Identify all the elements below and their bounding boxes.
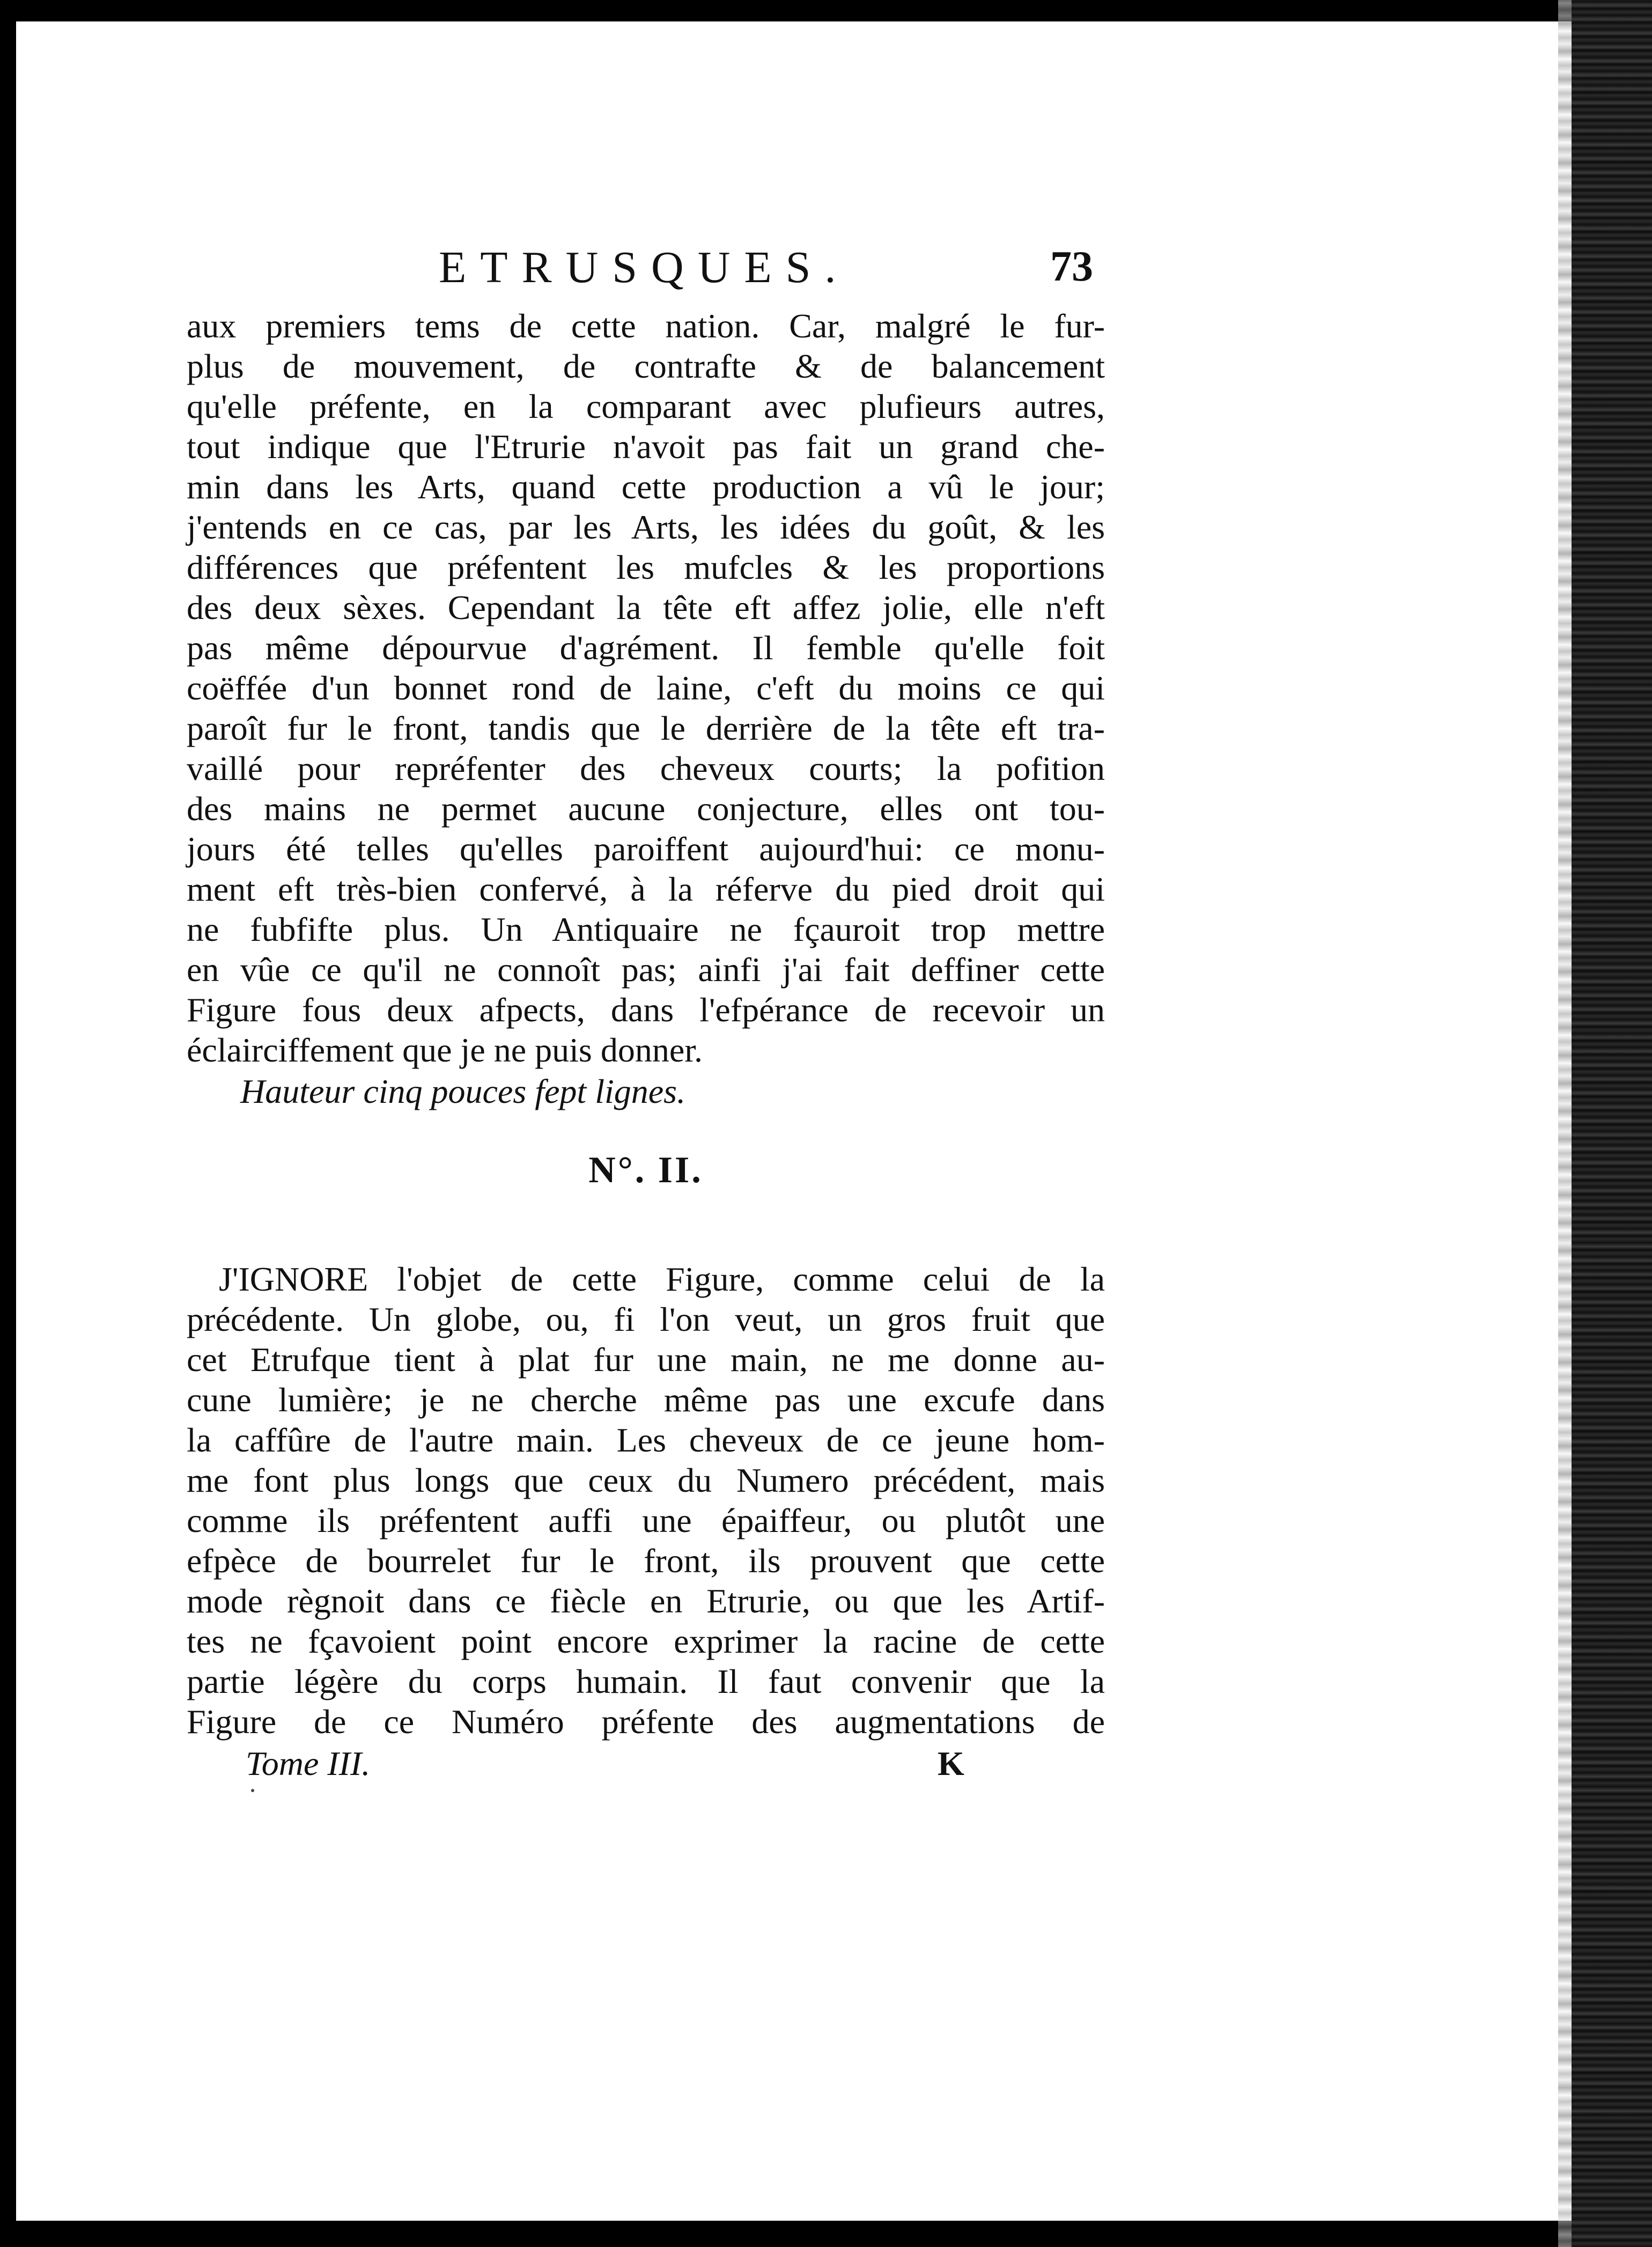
text-line: Figure fous deux afpects, dans l'efpérance de recevoir un [187, 991, 1105, 1029]
book-binding-edge [1572, 0, 1652, 2247]
text-line: tes ne fçavoient point encore exprimer la racine de cette [187, 1622, 1105, 1660]
page-text [187, 231, 1105, 1792]
text-line: vaillé pour repréfenter des cheveux courts; la pofition [187, 749, 1105, 787]
text-line: efpèce de bourrelet fur le front, ils prouvent que cette [187, 1542, 1105, 1580]
paper-speck [251, 1789, 254, 1792]
page-number: 73 [1050, 243, 1093, 290]
text-line: des mains ne permet aucune conjecture, elles ont tou- [187, 790, 1105, 828]
text-line: comme ils préfentent auffi une épaiffeur, ou plutôt une [187, 1501, 1105, 1539]
page-header [187, 231, 1105, 306]
text-line: me font plus longs que ceux du Numero précédent, mais [187, 1461, 1105, 1499]
text-line: min dans les Arts, quand cette production a vû le jour; [187, 468, 1105, 506]
text-line: ne fubfifte plus. Un Antiquaire ne fçauroit trop mettre [187, 910, 1105, 948]
text-line: précédente. Un globe, ou, fi l'on veut, un gros fruit que [187, 1300, 1105, 1338]
text-line: paroît fur le front, tandis que le derrière de la tête eft tra- [187, 709, 1105, 747]
text-line: plus de mouvement, de contrafte & de balancement [187, 347, 1105, 385]
text-line: des deux sèxes. Cependant la tête eft affez jolie, elle n'eft [187, 588, 1105, 627]
text-line: qu'elle préfente, en la comparant avec plufieurs autres, [187, 387, 1105, 425]
first-line-rest: l'objet de cette Figure, comme celui de la [368, 1260, 1105, 1298]
page-footer [187, 1744, 1105, 1792]
text-line: ment eft très-bien confervé, à la réferve du pied droit qui [187, 870, 1105, 908]
paragraph-1 [187, 306, 1105, 1070]
signature-mark: K [938, 1744, 964, 1782]
section-title: N°. II. [588, 1150, 703, 1191]
text-line: la caffûre de l'autre main. Les cheveux de ce jeune hom- [187, 1421, 1105, 1459]
text-line: partie légère du corps humain. Il faut convenir que la [187, 1662, 1105, 1700]
drop-word: J'IGNORE [219, 1260, 368, 1298]
text-line: Figure de ce Numéro préfente des augmentations de [187, 1703, 1105, 1741]
text-line: tout indique que l'Etrurie n'avoit pas fait un grand che- [187, 428, 1105, 466]
text-line-first [187, 1259, 1105, 1299]
text-line: j'entends en ce cas, par les Arts, les idées du goût, & les [187, 508, 1105, 546]
text-line: éclairciffement que je ne puis donner. [187, 1031, 703, 1069]
text-line: cet Etrufque tient à plat fur une main, ne me donne au- [187, 1340, 1105, 1379]
text-line: aux premiers tems de cette nation. Car, malgré le fur- [187, 307, 1105, 345]
running-head: ETRUSQUES. [439, 242, 850, 292]
paragraph-2 [187, 1259, 1105, 1742]
text-line: pas même dépourvue d'agrément. Il femble qu'elle foit [187, 629, 1105, 667]
text-line: différences que préfentent les mufcles & les proportions [187, 548, 1105, 586]
text-line: mode règnoit dans ce fiècle en Etrurie, ou que les Artif- [187, 1582, 1105, 1620]
text-line: jours été telles qu'elles paroiffent aujourd'hui: ce monu- [187, 830, 1105, 868]
text-line: coëffée d'un bonnet rond de laine, c'eft du moins ce qui [187, 669, 1105, 707]
dimension-note: Hauteur cinq pouces fept lignes. [240, 1072, 686, 1110]
volume-label: Tome III. [246, 1744, 371, 1782]
text-line: cune lumière; je ne cherche même pas une excufe dans [187, 1381, 1105, 1419]
text-line: en vûe ce qu'il ne connoît pas; ainfi j'ai fait deffiner cette [187, 951, 1105, 989]
